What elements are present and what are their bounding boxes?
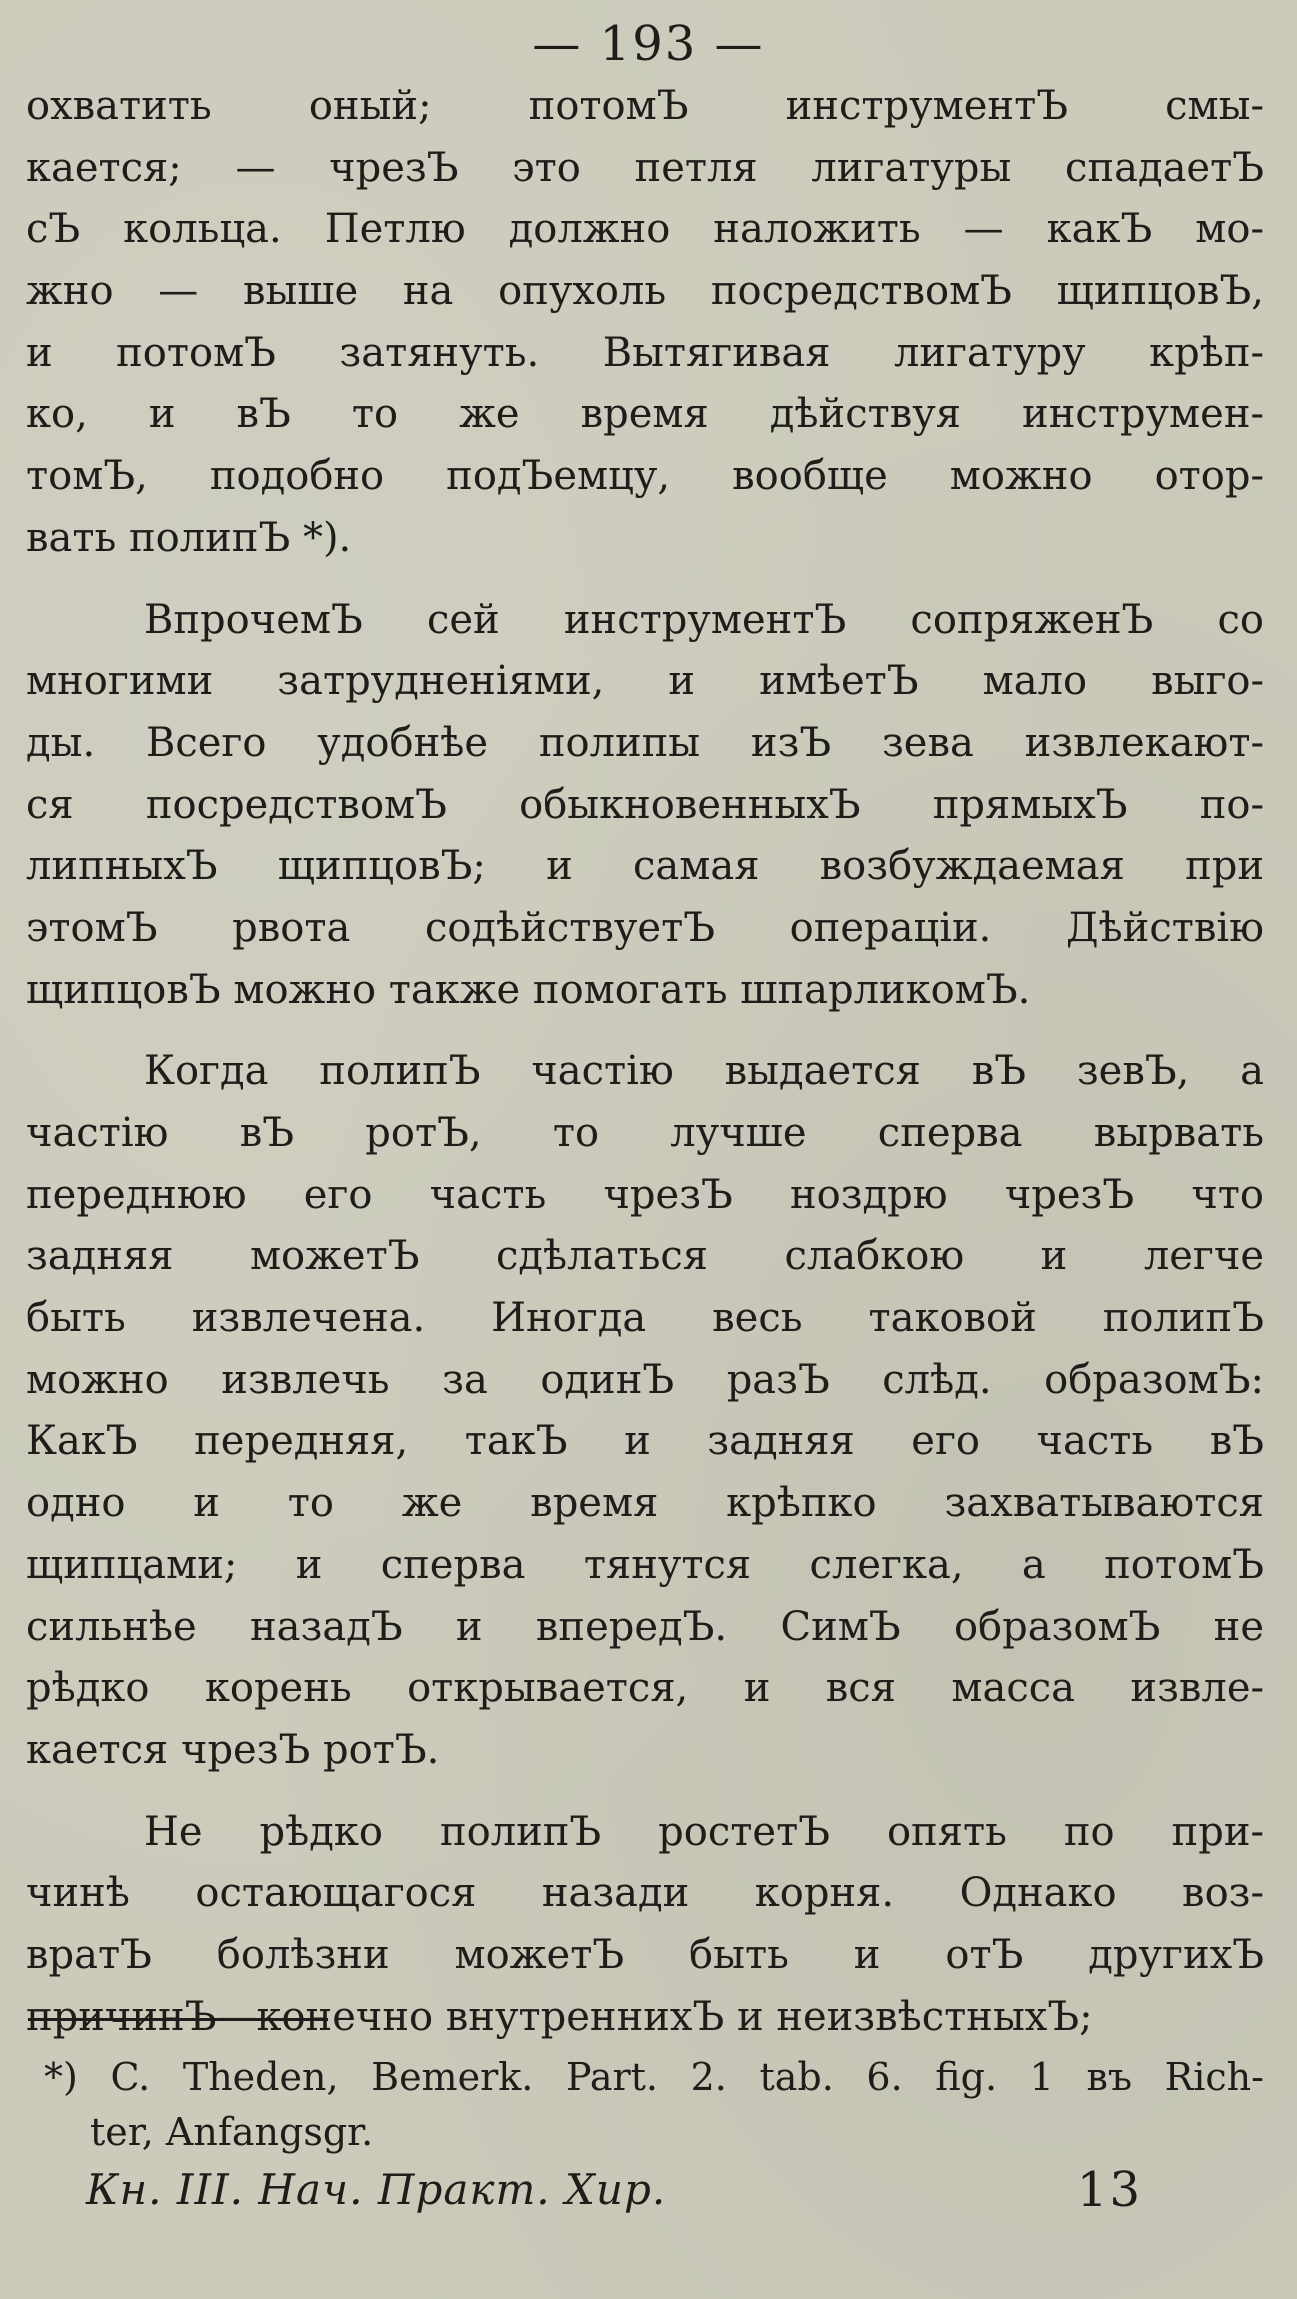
- printer-signature: [86, 2160, 1142, 2220]
- text-line: вратЪ болѣзни можетЪ быть и отЪ другихЪ: [26, 1931, 1264, 1978]
- sheet-number: 13: [1076, 2162, 1142, 2218]
- paragraph: [26, 1041, 1264, 1781]
- text-line: томЪ, подобно подЪемцу, вообще можно отор-: [26, 453, 1264, 500]
- signature-mark: Кн. III. Нач. Практ. Хир.: [86, 2165, 667, 2214]
- text-line: Не рѣдко полипЪ ростетЪ опять по при-: [144, 1808, 1264, 1855]
- text-line: кается чрезЪ ротЪ.: [26, 1726, 440, 1773]
- footnote-divider: [28, 2018, 328, 2021]
- text-line: задняя можетЪ сдѣлаться слабкою и легче: [26, 1233, 1264, 1280]
- page-number: — 193 —: [532, 16, 765, 72]
- text-line: многими затрудненіями, и имѣетЪ мало выго-: [26, 658, 1264, 705]
- paragraph-gap: [26, 1782, 1264, 1802]
- text-line: сЪ кольца. Петлю должно наложить — какЪ мо-: [26, 206, 1264, 253]
- paragraph: [26, 1802, 1264, 2049]
- text-line: этомЪ рвота содѣйствуетЪ операціи. Дѣйствію: [26, 904, 1264, 951]
- text-line: кается; — чрезЪ это петля лигатуры спадаетЪ: [26, 144, 1264, 191]
- footnote-line: ter, Anfangsgr.: [90, 2110, 374, 2154]
- text-line: и потомЪ затянуть. Вытягивая лигатуру крѣп-: [26, 329, 1264, 376]
- text-line: частію вЪ ротЪ, то лучше сперва вырвать: [26, 1110, 1264, 1156]
- text-line: можно извлечь за одинЪ разЪ слѣд. образомЪ:: [26, 1356, 1264, 1403]
- text-line: охватить оный; потомЪ инструментЪ смы-: [26, 83, 1264, 129]
- paragraph-gap: [26, 1021, 1264, 1041]
- text-line: ко, и вЪ то же время дѣйствуя инструмен-: [26, 391, 1264, 438]
- paragraph: [26, 76, 1264, 570]
- text-line: чинѣ остающагося назади корня. Однако воз-: [26, 1870, 1264, 1917]
- footnote: [44, 2050, 1264, 2160]
- text-line: сильнѣе назадЪ и впередЪ. СимЪ образомЪ не: [26, 1603, 1264, 1650]
- text-line: ды. Всего удобнѣе полипы изЪ зева извлекают-: [26, 719, 1264, 766]
- text-line: щипцами; и сперва тянутся слегка, а потомЪ: [26, 1541, 1264, 1588]
- footnote-line: *) C. Theden, Bemerk. Part. 2. tab. 6. fig. 1 въ Rich-: [44, 2055, 1264, 2099]
- text-line: одно и то же время крѣпко захватываются: [26, 1480, 1264, 1527]
- main-text: [26, 76, 1264, 2048]
- text-line: КакЪ передняя, такЪ и задняя его часть вЪ: [26, 1418, 1264, 1465]
- text-line: причинЪ—конечно внутреннихЪ и неизвѣстныхЪ;: [26, 1993, 1093, 2040]
- text-line: переднюю его часть чрезЪ ноздрю чрезЪ что: [26, 1171, 1264, 1218]
- text-line: щипцовЪ можно также помогать шпарликомЪ.: [26, 966, 1031, 1013]
- paragraph-gap: [26, 570, 1264, 590]
- text-line: рѣдко корень открывается, и вся масса извле-: [26, 1665, 1264, 1712]
- text-line: ся посредствомЪ обыкновенныхЪ прямыхЪ по-: [26, 781, 1264, 828]
- paragraph: [26, 590, 1264, 1022]
- text-line: жно — выше на опухоль посредствомЪ щипцовЪ,: [26, 268, 1264, 315]
- text-line: липныхЪ щипцовЪ; и самая возбуждаемая при: [26, 843, 1264, 890]
- text-line: Когда полипЪ частію выдается вЪ зевЪ, а: [144, 1048, 1264, 1095]
- text-line: ВпрочемЪ сей инструментЪ сопряженЪ со: [144, 596, 1264, 643]
- text-line: быть извлечена. Иногда весь таковой полипЪ: [26, 1295, 1264, 1342]
- text-line: вать полипЪ *).: [26, 514, 352, 561]
